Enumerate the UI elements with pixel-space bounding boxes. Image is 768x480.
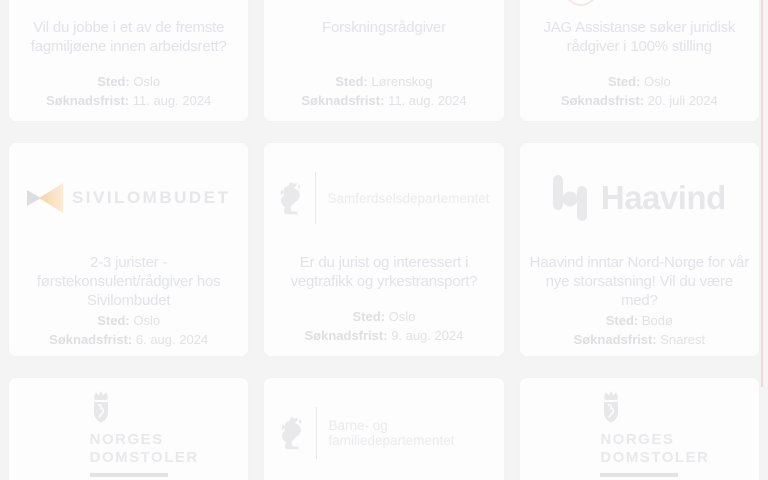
job-card[interactable]	[263, 0, 504, 122]
court-crest-icon	[90, 390, 112, 424]
employer-logo-area	[19, 378, 238, 480]
location-value: Bodø	[641, 313, 673, 328]
location-value: Oslo	[133, 313, 161, 328]
norwegian-lion-icon	[279, 415, 305, 451]
barne-og-familiedepartementet-logo	[279, 407, 488, 459]
job-meta	[49, 310, 208, 352]
right-edge-accent-line	[761, 0, 763, 387]
haavind-wordmark: Haavind	[600, 179, 726, 216]
job-deadline-line	[49, 332, 208, 348]
job-location-line	[46, 74, 211, 90]
job-deadline-line	[301, 93, 466, 109]
location-label: Sted:	[97, 74, 130, 89]
samferdselsdepartementet-logo	[278, 172, 489, 224]
job-location-line	[561, 74, 718, 90]
job-card[interactable]	[519, 0, 760, 122]
deadline-value: 6. aug. 2024	[135, 332, 209, 347]
deadline-value: 11. aug. 2024	[388, 93, 467, 108]
job-title: Vil du jobbe i et av de fremste fagmiljøene innen arbeidsrett?	[30, 19, 227, 55]
deadline-label: Søknadsfrist:	[304, 328, 388, 343]
job-card[interactable]	[263, 142, 504, 357]
department-name: Samferdselsdepartementet	[327, 190, 490, 206]
job-title: Haavind inntar Nord-Norge for vår nye storsatsning! Vil du være med?	[529, 254, 749, 309]
domstoler-wordmark-line2: DOMSTOLER	[600, 448, 710, 466]
logo-divider	[316, 407, 317, 459]
domstoler-logo-bar	[600, 473, 678, 477]
sivilombudet-wordmark: SIVILOMBUDET	[71, 188, 231, 207]
job-card-grid	[8, 0, 760, 480]
department-name: Barne- og familiedepartementet	[328, 418, 455, 448]
job-location-line	[304, 309, 463, 325]
job-card[interactable]	[8, 0, 249, 122]
sivilombudet-arrows-icon	[27, 183, 63, 213]
job-card[interactable]	[263, 377, 504, 480]
deadline-label: Søknadsfrist:	[560, 93, 644, 108]
job-deadline-line	[574, 332, 706, 348]
job-meta	[561, 71, 718, 113]
domstoler-wordmark-line1: NORGES	[89, 430, 164, 448]
job-title: Forskningsrådgiver	[322, 19, 446, 36]
location-label: Sted:	[335, 74, 368, 89]
logo-divider	[315, 172, 316, 224]
job-location-line	[49, 313, 208, 329]
domstoler-wordmark-line1: NORGES	[600, 430, 675, 448]
job-deadline-line	[304, 328, 463, 344]
job-card[interactable]	[519, 377, 760, 480]
job-meta	[46, 71, 211, 113]
deadline-value: 20. juli 2024	[647, 93, 718, 108]
location-label: Sted:	[607, 74, 641, 89]
job-deadline-line	[561, 93, 718, 109]
job-location-line	[301, 74, 466, 90]
norges-domstoler-logo	[89, 390, 199, 477]
deadline-value: 9. aug. 2024	[391, 328, 464, 343]
employer-logo-area	[274, 0, 493, 18]
employer-logo-area	[530, 378, 749, 480]
deadline-label: Søknadsfrist:	[573, 332, 657, 347]
domstoler-logo-bar	[90, 473, 168, 477]
location-label: Sted:	[352, 309, 386, 324]
deadline-label: Søknadsfrist:	[301, 93, 385, 108]
sivilombudet-logo	[27, 183, 230, 213]
haavind-logo	[553, 175, 726, 221]
job-card[interactable]	[8, 142, 249, 357]
employer-logo-area	[530, 143, 749, 253]
employer-logo-area	[19, 143, 238, 253]
employer-logo-area	[19, 0, 238, 18]
location-value: Oslo	[133, 74, 161, 89]
job-title: JAG Assistanse søker juridisk rådgiver i 100% stilling	[543, 19, 736, 55]
job-location-line	[574, 313, 706, 329]
job-title: Er du jurist og interessert i vegtrafikk og yrkestransport?	[290, 254, 478, 290]
job-deadline-line	[46, 93, 211, 109]
haavind-h-monogram-icon	[553, 175, 587, 221]
location-label: Sted:	[97, 313, 130, 328]
court-crest-icon	[600, 390, 622, 424]
job-meta	[301, 71, 466, 113]
employer-logo-area	[530, 0, 749, 18]
location-value: Lørenskog	[371, 74, 433, 89]
norges-domstoler-logo	[600, 390, 710, 477]
deadline-label: Søknadsfrist:	[49, 332, 133, 347]
location-value: Oslo	[388, 309, 416, 324]
job-meta	[574, 310, 706, 352]
job-meta	[304, 306, 463, 348]
job-title: 2-3 jurister - førstekonsulent/rådgiver hos Sivilombudet	[36, 254, 221, 309]
deadline-value: 11. aug. 2024	[132, 93, 212, 108]
deadline-label: Søknadsfrist:	[46, 93, 130, 108]
employer-logo-area	[274, 378, 493, 480]
location-value: Oslo	[644, 74, 671, 89]
norwegian-lion-icon	[278, 180, 304, 216]
employer-logo-area	[274, 143, 493, 253]
job-card[interactable]	[519, 142, 760, 357]
job-card[interactable]	[8, 377, 249, 480]
domstoler-wordmark-line2: DOMSTOLER	[89, 448, 199, 466]
deadline-value: Snarest	[660, 332, 706, 347]
location-label: Sted:	[605, 313, 639, 328]
